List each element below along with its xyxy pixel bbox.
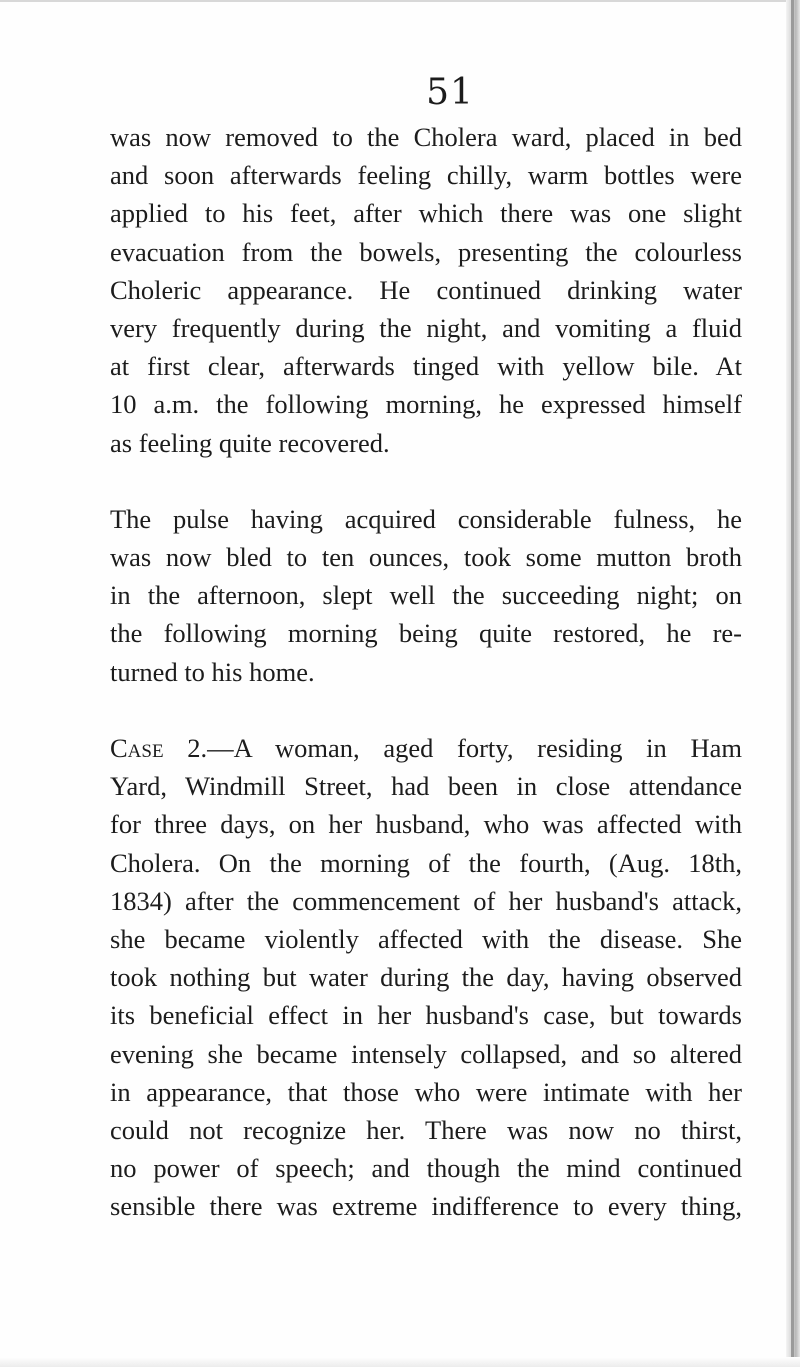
page-binding-line [791,0,794,1367]
text-line: turned to his home. [110,656,315,687]
text-line: was now bled to ten ounces, took some mutton broth [110,542,742,573]
text-line: at first clear, afterwards tinged with yellow bile. At [110,351,742,382]
case-first-line-text: —A woman, aged forty, residing in Ham [207,733,742,763]
text-line: The pulse having acquired considerable fulness, he [110,503,742,534]
text-line: 10 a.m. the following morning, he expressed himself [110,389,742,420]
paragraph [110,118,742,462]
paragraph [110,500,742,691]
paragraph-gap [110,462,742,500]
text-line: its beneficial effect in her husband's case, but towards [110,1000,742,1031]
text-line: evening she became intensely collapsed, and so altered [110,1038,742,1069]
text-line: she became violently affected with the disease. She [110,923,742,954]
text-line: took nothing but water during the day, having observed [110,962,742,993]
text-line: no power of speech; and though the mind continued [110,1153,742,1184]
body-text [110,118,742,1225]
text-line: very frequently during the night, and vomiting a fluid [110,312,742,343]
text-line: sensible there was extreme indifference to every thing, [110,1191,742,1222]
text-line: as feeling quite recovered. [110,427,390,458]
text-line [110,729,742,767]
text-line: and soon afterwards feeling chilly, warm bottles were [110,160,742,191]
text-line: Yard, Windmill Street, had been in close attendance [110,771,742,802]
text-line: in the afternoon, slept well the succeeding night; on [110,580,742,611]
page-number: 51 [426,72,474,113]
paragraph-case [110,729,742,1225]
paragraph-gap [110,691,742,729]
text-line: applied to his feet, after which there was one slight [110,198,742,229]
text-line: could not recognize her. There was now no thirst, [110,1114,742,1145]
text-line: evacuation from the bowels, presenting the colourless [110,236,742,267]
text-line: was now removed to the Cholera ward, placed in bed [110,122,742,152]
page-top-edge [0,0,800,2]
text-line: the following morning being quite restored, he re- [110,618,742,649]
text-line: Cholera. On the morning of the fourth, (Aug. 18th, [110,847,742,878]
text-line: in appearance, that those who were intimate with her [110,1076,742,1107]
text-line: 1834) after the commencement of her husband's attack, [110,885,742,916]
text-line: Choleric appearance. He continued drinking water [110,274,742,305]
case-label: Case 2. [110,733,208,763]
page-bottom-edge [0,1357,800,1367]
text-line: for three days, on her husband, who was affected with [110,809,742,840]
